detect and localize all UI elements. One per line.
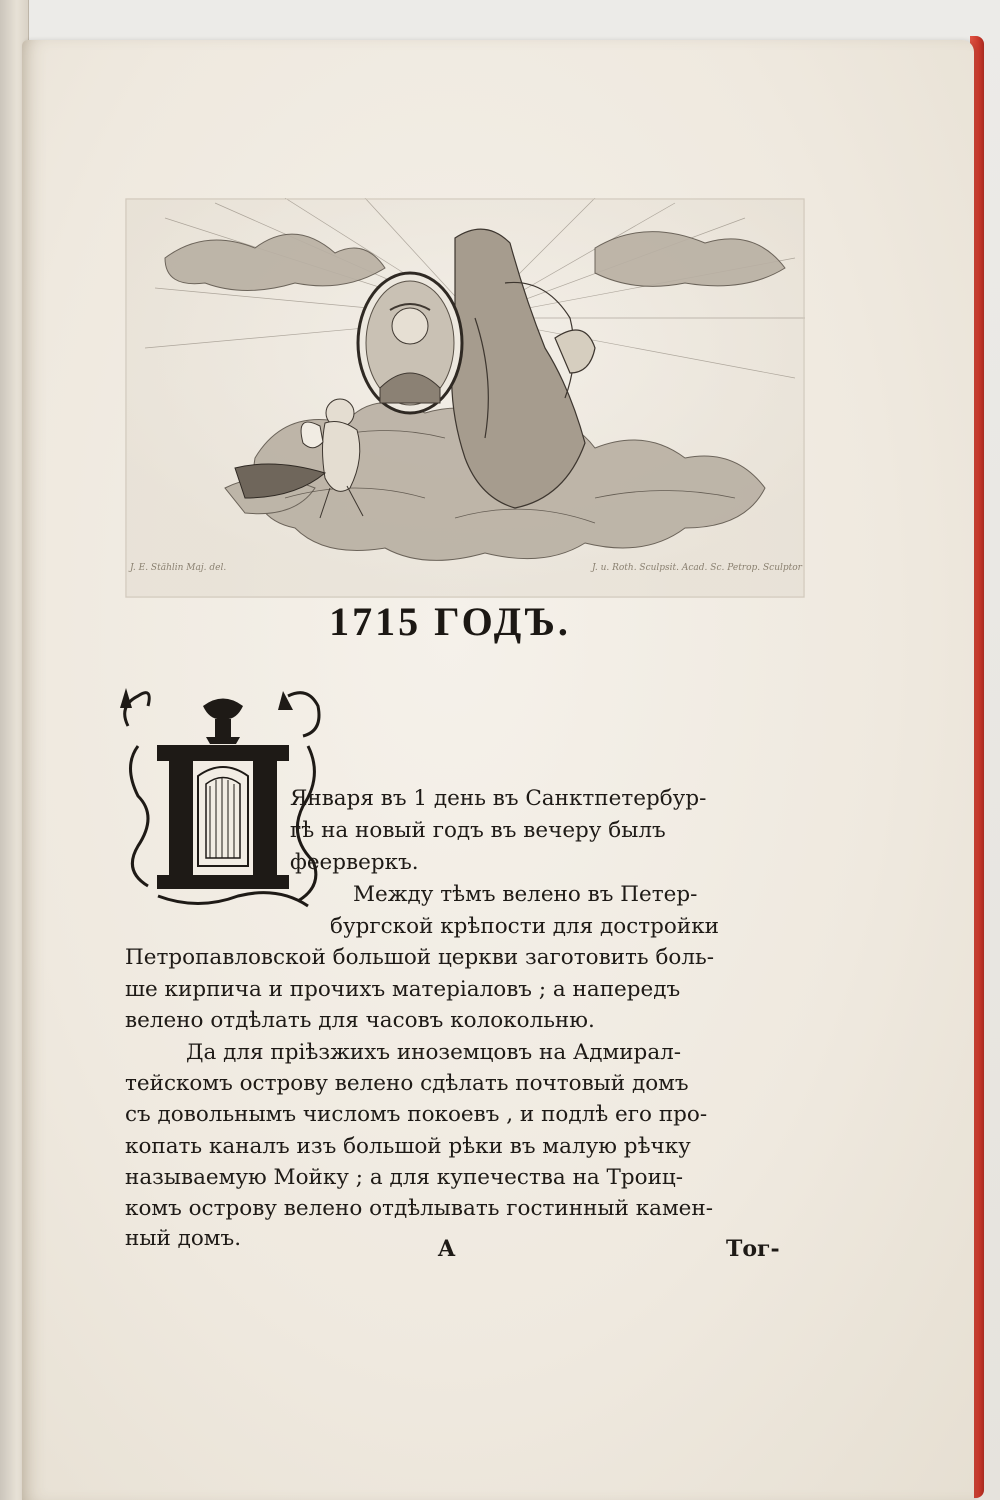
engraver-credit-left: J. E. Stählin Maj. del. (130, 563, 227, 573)
text-line: гѣ на новый годъ въ вечеру былъ (290, 818, 666, 843)
text-line: тейскомъ острову велено сдѣлать почтовый домъ (125, 1071, 689, 1096)
text-line: Петропавловской большой церкви заготовить боль- (125, 945, 714, 970)
text-line: феерверкъ. (290, 850, 419, 875)
text-line: называемую Мойку ; а для купечества на Троиц- (125, 1165, 684, 1190)
text-line: Между тѣмъ велено въ Петер- (353, 882, 698, 907)
year-heading: 1715 ГОДЪ. (329, 599, 571, 644)
text-line: ный домъ. (125, 1226, 242, 1251)
text-line: ше кирпича и прочихъ матеріаловъ ; а напередъ (125, 977, 681, 1002)
text-line: Января въ 1 день въ Санктпетербур- (290, 786, 707, 811)
catchword: Тог- (726, 1236, 780, 1262)
text-line: комъ острову велено отдѣлывать гостинный камен- (125, 1196, 713, 1221)
text-line: Да для пріѣзжихъ иноземцовъ на Адмирал- (186, 1040, 682, 1065)
text-line: съ довольнымъ числомъ покоевъ , и подлѣ его про- (125, 1102, 708, 1127)
text-line: бургской крѣпости для достройки (330, 914, 719, 939)
text-line: велено отдѣлать для часовъ колокольню. (125, 1008, 595, 1033)
engraver-credit-right: J. u. Roth. Sculpsit. Acad. Sc. Petrop. Sculptor (591, 563, 802, 573)
text-line: копать каналъ изъ большой рѣки въ малую рѣчку (125, 1134, 691, 1159)
signature-mark: A (438, 1236, 456, 1262)
